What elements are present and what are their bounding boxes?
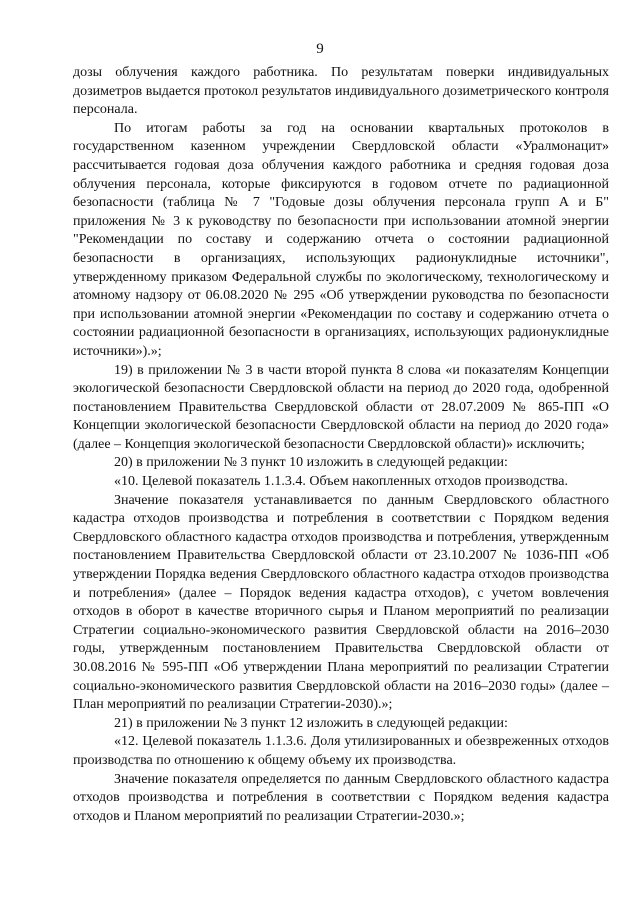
paragraph-target-12: «12. Целевой показатель 1.1.3.6. Доля утилизированных и обезвреженных отходов производства по отношению к общему объему их производства.	[73, 734, 609, 768]
page-number: 9	[316, 41, 324, 57]
paragraph-target-10-value: Значение показателя устанавливается по данным Свердловского областного кадастра отходов производства и потребления в соответствии с Порядком ведения Свердловского областного кадастра отходов производства и потребления, утвержденным постановлением Правительства Свердловской области от 23.10.2007 № 1036-ПП «Об утверждении Порядка ведения Свердловского областного кадастра отходов производства и потребления» (далее – Порядок ведения кадастра отходов), с учетом вовлечения отходов в оборот в качестве вторичного сырья и Планом мероприятий по реализации Стратегии социально-экономического развития Свердловской области на 2016–2030 годы, утвержденным постановлением Правительства Свердловской области от 30.08.2016 № 595-ПП «Об утверждении Плана мероприятий по реализации Стратегии социально-экономического развития Свердловской области на 2016–2030 годы» (далее – План мероприятий по реализации Стратегии-2030).»;	[73, 492, 609, 713]
paragraph-annual-dose: По итогам работы за год на основании квартальных протоколов в государственном казенном учреждении Свердловской области «Уралмонацит» рассчитывается годовая доза облучения каждого работника и средняя годовая доза облучения персонала, которые фиксируются в годовом отчете по радиационной безопасности (таблица № 7 "Годовые дозы облучения персонала групп А и Б" приложения № 3 к руководству по безопасности при использовании атомной энергии "Рекомендации по составу и содержанию отчета о состоянии радиационной безопасности в организациях, использующих радионуклидные источники", утвержденному приказом Федеральной службы по экологическому, технологическому и атомному надзору от 06.08.2020 № 295 «Об утверждении руководства по безопасности при использовании атомной энергии «Рекомендации по составу и содержанию отчета о состоянии радиационной безопасности в организациях, использующих радионуклидные источники»).»;	[73, 120, 609, 359]
paragraph-target-10: «10. Целевой показатель 1.1.3.4. Объем накопленных отходов производства.	[114, 474, 568, 490]
paragraph-continuation: дозы облучения каждого работника. По результатам поверки индивидуальных дозиметров выдается протокол результатов индивидуального дозиметрического контроля персонала.	[73, 65, 609, 118]
paragraph-item-20: 20) в приложении № 3 пункт 10 изложить в следующей редакции:	[114, 455, 508, 471]
document-body	[73, 64, 609, 826]
paragraph-target-12-value: Значение показателя определяется по данным Свердловского областного кадастра отходов производства и потребления в соответствии с Порядком ведения кадастра отходов и Планом мероприятий по реализации Стратегии-2030.»;	[73, 771, 609, 824]
paragraph-item-21: 21) в приложении № 3 пункт 12 изложить в следующей редакции:	[114, 715, 508, 731]
paragraph-item-19: 19) в приложении № 3 в части второй пункта 8 слова «и показателям Концепции экологической безопасности Свердловской области на период до 2020 года, одобренной постановлением Правительства Свердловской области от 28.07.2009 № 865-ПП «О Концепции экологической безопасности Свердловской области на период до 2020 года» (далее – Концепция экологической безопасности Свердловской области)» исключить;	[73, 362, 609, 452]
